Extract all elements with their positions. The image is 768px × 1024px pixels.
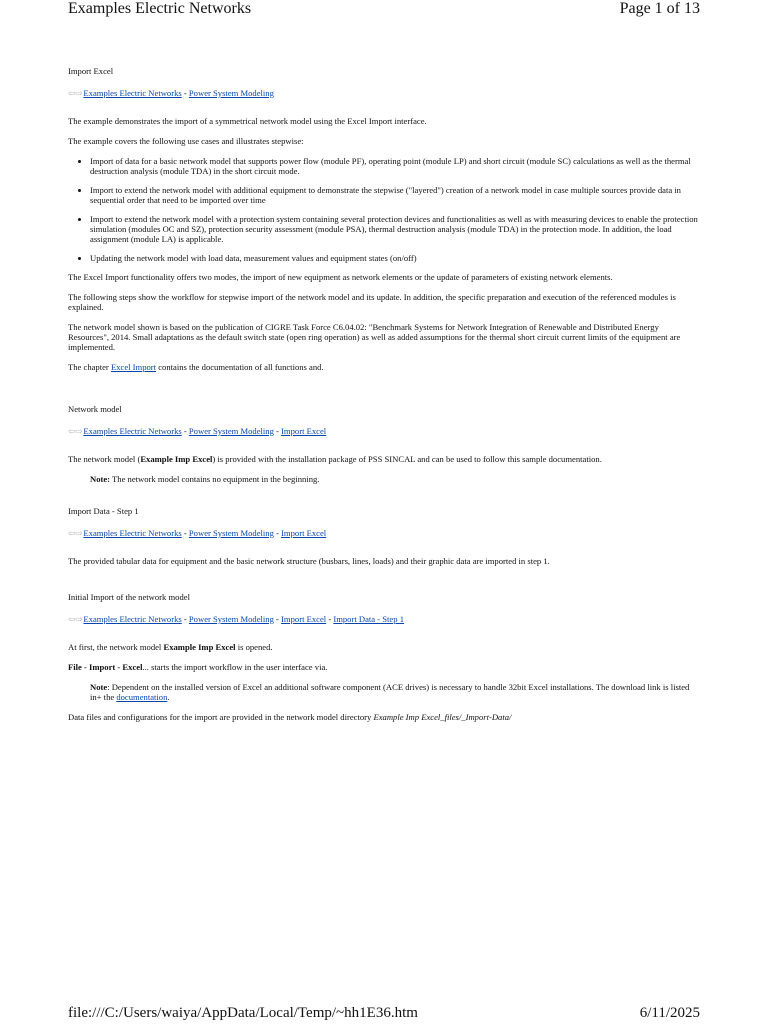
- list-item: • Import to extend the network model with additional equipment to demonstrate the stepwise ("layered") creation of a network model in case multiple sources provide data in sequential order that need to be imported over time: [90, 185, 700, 205]
- paragraph: At first, the network model Example Imp Excel is opened.: [68, 642, 273, 652]
- list-item: • Import of data for a basic network model that supports power flow (module PF), operating point (module LP) and short circuit (module SC) calculations as well as the thermal destruction analysis (module TDA) in the short circuit mode.: [90, 156, 700, 176]
- breadcrumb-arrows-icon: ⇦⇨: [68, 528, 83, 538]
- paragraph: The following steps show the workflow for stepwise import of the network model and its update. In addition, the specific preparation and execution of the referenced modules is explained.: [68, 292, 676, 312]
- breadcrumb-link[interactable]: Power System Modeling: [188, 528, 274, 538]
- document-body: [68, 66, 700, 722]
- paragraph: The chapter Excel Import contains the documentation of all functions and.: [68, 362, 324, 372]
- breadcrumb-link[interactable]: Import Excel: [281, 614, 327, 624]
- paragraph: The network model shown is based on the publication of CIGRE Task Force C6.04.02: "Benchmark Systems for Network Integration of Renewable and Distributed Energy Resources", 2014. Small adaptations as the default switch state (open ring operation) as well as added assumptions for the thermal short circuit current limits of the equipment are implemented.: [68, 322, 681, 352]
- section-heading-import-data-step-1: Import Data - Step 1: [68, 506, 139, 516]
- print-header: [68, 0, 700, 22]
- page-number: Page 1 of 13: [619, 0, 700, 17]
- breadcrumb-link[interactable]: Power System Modeling: [188, 614, 274, 624]
- paragraph: Data files and configurations for the import are provided in the network model directory Example Imp Excel_files/_Import-Data/: [68, 712, 512, 722]
- breadcrumb-arrows-icon: ⇦⇨: [68, 426, 83, 436]
- excel-import-link[interactable]: Excel Import: [110, 362, 157, 372]
- breadcrumb-link[interactable]: Power System Modeling: [188, 426, 274, 436]
- breadcrumb-link[interactable]: Power System Modeling: [188, 88, 274, 98]
- breadcrumb-link[interactable]: Import Data - Step 1: [333, 614, 404, 624]
- breadcrumb-link[interactable]: Examples Electric Networks: [83, 426, 182, 436]
- list-item: • Import to extend the network model with a protection system containing several protection devices and functionalities as well as with measuring devices to enable the protection simulation (modules OC and SZ), protection security assessment (module PSA), thermal destruction analysis (module TDA) in the protection mode. In addition, the load assignment (module LA) is applicable.: [90, 214, 700, 244]
- section-heading-import-excel: Import Excel: [68, 66, 114, 76]
- breadcrumb-link[interactable]: Examples Electric Networks: [83, 614, 182, 624]
- breadcrumb: ⇦⇨Examples Electric Networks - Power System Modeling - Import Excel - Import Data - Step 1: [68, 614, 404, 624]
- paragraph: The Excel Import functionality offers two modes, the import of new equipment as network elements or the update of parameters of existing network elements.: [68, 272, 613, 282]
- paragraph: File - Import - Excel... starts the import workflow in the user interface via.: [68, 662, 328, 672]
- paragraph: The example demonstrates the import of a symmetrical network model using the Excel Import interface.: [68, 116, 427, 126]
- list-item: • Updating the network model with load data, measurement values and equipment states (on/off): [90, 253, 700, 263]
- paragraph: The provided tabular data for equipment and the basic network structure (busbars, lines, loads) and their graphic data are imported in step 1.: [68, 556, 550, 566]
- breadcrumb-arrows-icon: ⇦⇨: [68, 88, 83, 98]
- paragraph: The example covers the following use cases and illustrates stepwise:: [68, 136, 304, 146]
- section-heading-network-model: Network model: [68, 404, 122, 414]
- print-date: 6/11/2025: [639, 1005, 700, 1021]
- breadcrumb-link[interactable]: Import Excel: [281, 426, 327, 436]
- file-url: file:///C:/Users/waiya/AppData/Local/Temp/~hh1E36.htm: [68, 1005, 418, 1021]
- documentation-link[interactable]: documentation: [116, 692, 168, 702]
- section-heading-initial-import: Initial Import of the network model: [68, 592, 190, 602]
- note: Note: Dependent on the installed version of Excel an additional software component (ACE drives) is necessary to handle 32bit Excel installations. The download link is listed in+ the documentation.: [90, 682, 690, 702]
- breadcrumb-link[interactable]: Examples Electric Networks: [83, 528, 182, 538]
- paragraph: The network model (Example Imp Excel) is provided with the installation package of PSS SINCAL and can be used to follow this sample documentation.: [68, 454, 602, 464]
- breadcrumb-link[interactable]: Examples Electric Networks: [83, 88, 182, 98]
- breadcrumb-link[interactable]: Import Excel: [281, 528, 327, 538]
- breadcrumb-arrows-icon: ⇦⇨: [68, 614, 83, 624]
- breadcrumb: ⇦⇨Examples Electric Networks - Power System Modeling - Import Excel: [68, 426, 327, 436]
- breadcrumb: ⇦⇨Examples Electric Networks - Power System Modeling - Import Excel: [68, 528, 327, 538]
- document-title: Examples Electric Networks: [68, 0, 252, 17]
- use-case-list: [68, 156, 700, 263]
- note: Note: The network model contains no equipment in the beginning.: [90, 474, 320, 484]
- breadcrumb: ⇦⇨Examples Electric Networks - Power System Modeling: [68, 88, 274, 98]
